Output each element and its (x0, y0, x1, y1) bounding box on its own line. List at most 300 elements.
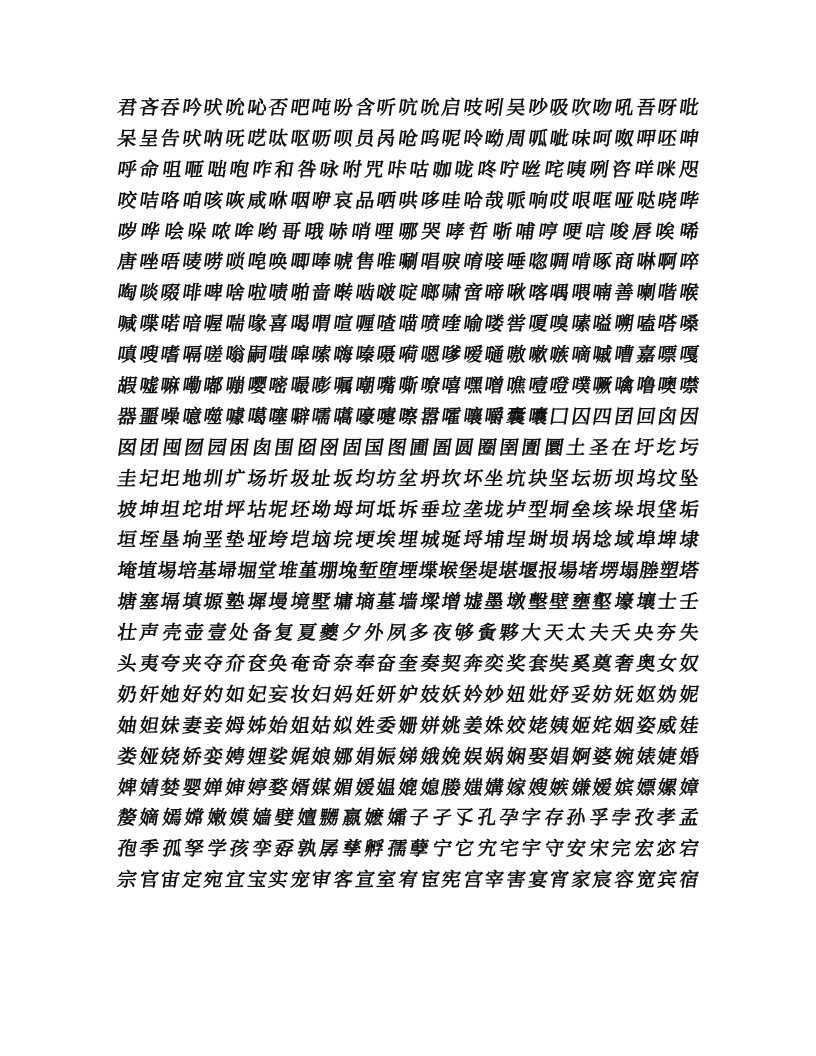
character-glyph: 嬷 (363, 807, 386, 830)
character-glyph: 好 (180, 683, 203, 706)
character-glyph: 坠 (677, 467, 701, 490)
character-glyph: 坐 (483, 467, 506, 490)
character-glyph: 娑 (267, 745, 290, 768)
character-glyph: 吡 (677, 96, 701, 119)
character-glyph: 宋 (587, 838, 611, 861)
character-glyph: 埝 (591, 529, 614, 552)
character-glyph: 嘿 (461, 374, 484, 397)
character-glyph: 吼 (613, 96, 636, 119)
character-glyph: 哆 (418, 189, 441, 212)
character-glyph: 妇 (310, 683, 333, 706)
character-glyph: 呖 (310, 127, 333, 150)
character-glyph: 埸 (156, 560, 179, 583)
character-glyph: 唼 (483, 251, 506, 274)
character-glyph: 埔 (483, 529, 506, 552)
character-glyph: 妩 (613, 683, 636, 706)
character-glyph: 嗓 (677, 313, 701, 336)
character-glyph: 啭 (332, 282, 355, 305)
character-glyph: 壑 (591, 591, 614, 614)
character-glyph: 噍 (505, 374, 528, 397)
character-glyph: 吱 (461, 96, 484, 119)
character-glyph: 埙 (548, 529, 571, 552)
character-glyph: 哲 (467, 220, 490, 243)
character-glyph: 坫 (245, 498, 268, 521)
character-glyph: 孬 (273, 838, 296, 861)
character-glyph: 坏 (461, 467, 484, 490)
character-glyph: 吵 (526, 96, 549, 119)
character-glyph: 呼 (116, 158, 139, 181)
character-glyph: 咋 (250, 158, 273, 181)
character-glyph: 售 (353, 251, 376, 274)
character-glyph: 咐 (340, 158, 363, 181)
character-glyph: 咳 (202, 189, 225, 212)
character-glyph: 嗑 (634, 313, 657, 336)
character-glyph: 喔 (202, 313, 225, 336)
character-glyph: 堞 (416, 560, 440, 583)
character-glyph: 啐 (677, 251, 701, 274)
character-glyph: 唱 (418, 251, 441, 274)
character-glyph: 妫 (656, 683, 679, 706)
character-glyph: 孝 (655, 807, 678, 830)
character-glyph: 孢 (116, 838, 139, 861)
character-glyph: 团 (138, 436, 161, 459)
character-glyph: 圭 (116, 467, 139, 490)
character-glyph: 咪 (655, 158, 678, 181)
character-glyph: 基 (196, 560, 219, 583)
character-glyph: 妞 (505, 683, 528, 706)
character-glyph: 哟 (256, 220, 279, 243)
character-glyph: 嫡 (138, 807, 161, 830)
character-glyph: 場 (557, 560, 580, 583)
character-glyph: 喀 (526, 282, 549, 305)
character-glyph: 喇 (634, 282, 657, 305)
character-glyph: 咻 (267, 189, 290, 212)
character-glyph: 孩 (228, 838, 251, 861)
character-glyph: 娜 (332, 745, 355, 768)
character-row (117, 217, 699, 248)
character-glyph: 孳 (340, 838, 363, 861)
character-glyph: 君 (116, 96, 139, 119)
character-glyph: 嗉 (569, 313, 592, 336)
character-glyph: 嗄 (526, 313, 549, 336)
character-glyph: 含 (353, 96, 376, 119)
character-glyph: 呈 (137, 127, 160, 150)
character-glyph: 吸 (548, 96, 571, 119)
character-glyph: 姣 (505, 714, 528, 737)
character-glyph: 婕 (656, 745, 679, 768)
character-glyph: 噬 (202, 405, 225, 428)
character-glyph: 垃 (440, 498, 463, 521)
character-glyph: 型 (526, 498, 549, 521)
character-glyph: 宙 (159, 869, 182, 892)
character-glyph: 娠 (375, 745, 398, 768)
character-row (117, 618, 699, 649)
character-glyph: 大 (520, 622, 543, 645)
character-glyph: 啄 (591, 251, 614, 274)
character-glyph: 嗨 (332, 344, 355, 367)
character-glyph: 埏 (440, 529, 463, 552)
character-glyph: 垸 (332, 529, 355, 552)
character-glyph: 孕 (498, 807, 521, 830)
character-glyph: 嚆 (332, 405, 355, 428)
character-glyph: 太 (565, 622, 588, 645)
character-glyph: 喷 (418, 313, 441, 336)
character-glyph: 哼 (537, 220, 560, 243)
character-glyph: 墒 (353, 591, 376, 614)
character-glyph: 妾 (202, 714, 225, 737)
character-glyph: 囊 (505, 405, 528, 428)
character-glyph: 啖 (137, 282, 160, 305)
character-glyph: 喧 (332, 313, 355, 336)
character-glyph: 呙 (375, 127, 398, 150)
character-glyph: 唤 (267, 251, 290, 274)
character-glyph: 咔 (385, 158, 408, 181)
character-glyph: 嚼 (483, 405, 506, 428)
character-glyph: 吻 (591, 96, 614, 119)
character-glyph: 唏 (677, 220, 700, 243)
character-glyph: 堪 (497, 560, 520, 583)
character-glyph: 吹 (569, 96, 592, 119)
character-glyph: 孚 (587, 807, 611, 830)
character-glyph: 守 (542, 838, 566, 861)
character-row (117, 711, 699, 742)
character-glyph: 奏 (418, 652, 441, 675)
character-glyph: 咫 (677, 158, 700, 181)
character-glyph: 媚 (332, 776, 355, 799)
character-glyph: 咤 (542, 158, 566, 181)
character-glyph: 宣 (353, 869, 376, 892)
character-glyph: 场 (245, 467, 268, 490)
character-glyph: 契 (440, 652, 463, 675)
character-glyph: 埠 (634, 529, 657, 552)
character-glyph: 哀 (332, 189, 355, 212)
character-glyph: 噘 (591, 374, 614, 397)
character-glyph: 喏 (159, 313, 182, 336)
character-glyph: 器 (116, 405, 139, 428)
character-glyph: 噪 (159, 405, 182, 428)
character-glyph: 夥 (498, 622, 521, 645)
character-glyph: 夔 (318, 622, 341, 645)
character-glyph: 嬴 (340, 807, 363, 830)
character-glyph: 堀 (236, 560, 259, 583)
character-glyph: 唁 (584, 220, 607, 243)
character-glyph: 响 (526, 189, 549, 212)
character-glyph: 圯 (159, 467, 182, 490)
character-glyph: 呤 (461, 127, 484, 150)
character-glyph: 城 (418, 529, 441, 552)
character-glyph: 呆 (116, 127, 139, 150)
character-glyph: 嘶 (396, 374, 420, 397)
character-glyph: 奈 (332, 652, 355, 675)
character-glyph: 圆 (453, 436, 476, 459)
character-glyph: 呷 (634, 127, 657, 150)
character-glyph: 复 (273, 622, 296, 645)
character-glyph: 嘛 (159, 374, 182, 397)
character-glyph: 啊 (656, 251, 679, 274)
character-row (117, 556, 699, 587)
character-glyph: 奘 (548, 652, 571, 675)
character-glyph: 垠 (634, 498, 657, 521)
character-glyph: 呒 (224, 127, 247, 150)
character-glyph: 壶 (183, 622, 206, 645)
character-glyph: 妆 (288, 683, 312, 706)
character-glyph: 客 (332, 869, 355, 892)
character-glyph: 妲 (137, 714, 160, 737)
character-glyph: 壕 (613, 591, 636, 614)
character-glyph: 喜 (267, 313, 290, 336)
character-glyph: 孪 (250, 838, 273, 861)
character-glyph: 啜 (159, 282, 182, 305)
character-glyph: 嫂 (526, 776, 549, 799)
character-glyph: 哝 (209, 220, 232, 243)
character-glyph: 夫 (587, 622, 611, 645)
character-glyph: 域 (613, 529, 636, 552)
character-glyph: 嬲 (318, 807, 341, 830)
character-glyph: 垛 (613, 498, 636, 521)
character-glyph: 喃 (591, 282, 614, 305)
character-glyph: 唾 (505, 251, 528, 274)
character-glyph: 哞 (233, 220, 256, 243)
character-glyph: 咆 (228, 158, 251, 181)
character-glyph: 垴 (310, 529, 333, 552)
character-glyph: 声 (138, 622, 161, 645)
character-glyph: 媲 (396, 776, 420, 799)
character-glyph: 在 (610, 436, 633, 459)
character-glyph: 啾 (505, 282, 528, 305)
character-glyph: 婪 (159, 776, 182, 799)
character-glyph: 媪 (375, 776, 398, 799)
character-glyph: 噤 (677, 374, 701, 397)
character-glyph: 奠 (591, 652, 614, 675)
character-glyph: 垄 (461, 498, 484, 521)
character-glyph: 姬 (569, 714, 592, 737)
character-glyph: 妁 (202, 683, 225, 706)
character-glyph: 哒 (634, 189, 657, 212)
character-glyph: 嗽 (526, 344, 549, 367)
character-glyph: 哥 (279, 220, 303, 243)
character-glyph: 娓 (288, 745, 312, 768)
character-glyph: 宏 (632, 838, 655, 861)
character-glyph: 奉 (353, 652, 376, 675)
character-glyph: 喱 (353, 313, 376, 336)
character-glyph: 咨 (610, 158, 633, 181)
character-glyph: 外 (363, 622, 386, 645)
character-glyph: 嗍 (613, 313, 636, 336)
character-glyph: 唿 (526, 251, 549, 274)
character-glyph: 哈 (461, 189, 484, 212)
character-glyph: 呢 (440, 127, 463, 150)
character-glyph: 否 (267, 96, 290, 119)
character-glyph: 宥 (396, 869, 420, 892)
character-row (117, 803, 699, 834)
character-glyph: 啡 (180, 282, 203, 305)
character-glyph: 嘞 (180, 374, 203, 397)
character-glyph: 国 (363, 436, 386, 459)
character-glyph: 咬 (116, 189, 139, 212)
character-glyph: 圳 (202, 467, 225, 490)
character-glyph: 它 (453, 838, 476, 861)
character-glyph: 啬 (310, 282, 333, 305)
character-glyph: 奇 (310, 652, 333, 675)
character-glyph: 媳 (418, 776, 441, 799)
character-glyph: 囤 (160, 436, 184, 459)
character-glyph: 哎 (548, 189, 571, 212)
character-glyph: 宓 (655, 838, 678, 861)
character-glyph: 孤 (160, 838, 184, 861)
character-glyph: 囔 (526, 405, 549, 428)
character-glyph: 哕 (116, 220, 139, 243)
character-glyph: 实 (267, 869, 290, 892)
character-glyph: 喾 (505, 313, 528, 336)
character-glyph: 喳 (375, 313, 398, 336)
character-glyph: 奕 (483, 652, 506, 675)
character-glyph: 啁 (548, 251, 571, 274)
character-glyph: 夜 (430, 622, 453, 645)
character-glyph: 唯 (375, 251, 398, 274)
character-glyph: 墟 (461, 591, 484, 614)
character-glyph: 哔 (677, 189, 701, 212)
character-glyph: 宵 (548, 869, 571, 892)
character-glyph: 坻 (375, 498, 398, 521)
character-glyph: 吾 (634, 96, 657, 119)
character-glyph: 哂 (375, 189, 398, 212)
character-glyph: 坜 (591, 467, 614, 490)
character-glyph: 姜 (461, 714, 484, 737)
character-glyph: 咙 (453, 158, 476, 181)
character-glyph: 呔 (267, 127, 290, 150)
character-glyph: 土 (565, 436, 588, 459)
character-glyph: 安 (565, 838, 588, 861)
character-glyph: 圃 (408, 436, 431, 459)
character-glyph: 套 (526, 652, 549, 675)
character-glyph: 壳 (160, 622, 184, 645)
character-glyph: 妮 (677, 683, 701, 706)
character-glyph: 噗 (569, 374, 592, 397)
character-glyph: 唛 (180, 251, 203, 274)
character-glyph: 妗 (461, 683, 484, 706)
character-glyph: 呸 (656, 127, 679, 150)
character-glyph: 唣 (245, 251, 268, 274)
character-glyph: 夸 (159, 652, 182, 675)
character-glyph: 坍 (418, 467, 441, 490)
character-glyph: 塄 (597, 560, 620, 583)
character-glyph: 壬 (677, 591, 701, 614)
character-glyph: 头 (116, 652, 139, 675)
character-glyph: 埂 (353, 529, 376, 552)
character-glyph: 姚 (440, 714, 463, 737)
character-glyph: 妊 (353, 683, 376, 706)
character-glyph: 埚 (569, 529, 592, 552)
character-glyph: 噜 (634, 374, 657, 397)
character-glyph: 嘀 (569, 344, 592, 367)
character-glyph: 墀 (245, 591, 268, 614)
character-glyph: 哚 (186, 220, 209, 243)
character-glyph: 夕 (340, 622, 363, 645)
character-glyph: 妃 (245, 683, 268, 706)
character-glyph: 咿 (310, 189, 333, 212)
character-glyph: 呕 (288, 127, 312, 150)
character-glyph: 嗦 (310, 344, 333, 367)
character-glyph: 嚅 (310, 405, 333, 428)
character-glyph: 坎 (440, 467, 463, 490)
character-glyph: 孵 (363, 838, 386, 861)
character-glyph: 报 (537, 560, 560, 583)
character-glyph: 奁 (245, 652, 268, 675)
character-glyph: 夏 (295, 622, 318, 645)
character-glyph: 奚 (569, 652, 592, 675)
character-glyph: 哮 (443, 220, 466, 243)
character-glyph: 墉 (332, 591, 355, 614)
character-glyph: 呜 (418, 127, 441, 150)
character-glyph: 妻 (180, 714, 203, 737)
character-glyph: 嗪 (353, 344, 376, 367)
character-glyph: 埃 (375, 529, 398, 552)
character-glyph: 姨 (548, 714, 571, 737)
character-glyph: 嚎 (353, 405, 376, 428)
character-glyph: 妪 (634, 683, 657, 706)
character-glyph: 堆 (276, 560, 299, 583)
character-glyph: 圬 (677, 436, 700, 459)
character-glyph: 媵 (440, 776, 463, 799)
character-glyph: 夼 (224, 652, 247, 675)
character-glyph: 嗖 (137, 344, 160, 367)
character-glyph: 埴 (136, 560, 159, 583)
character-glyph: 媾 (483, 776, 506, 799)
character-glyph: 哏 (569, 189, 592, 212)
character-glyph: 噫 (180, 405, 203, 428)
character-glyph: 壤 (634, 591, 657, 614)
character-glyph: 咛 (498, 158, 521, 181)
character-glyph: 妖 (440, 683, 463, 706)
character-glyph: 圮 (137, 467, 160, 490)
character-glyph: 啷 (418, 282, 441, 305)
character-glyph: 嘬 (288, 374, 312, 397)
character-glyph: 女 (656, 652, 679, 675)
character-glyph: 嗡 (224, 344, 247, 367)
character-glyph: 坑 (505, 467, 528, 490)
character-glyph: 嘉 (634, 344, 657, 367)
character-glyph: 娟 (353, 745, 376, 768)
character-glyph: 娅 (137, 745, 160, 768)
character-glyph: 婢 (116, 776, 139, 799)
character-glyph: 咏 (318, 158, 341, 181)
character-glyph: 宇 (520, 838, 543, 861)
character-glyph: 固 (340, 436, 363, 459)
character-glyph: 孑 (430, 807, 453, 830)
character-glyph: 奴 (677, 652, 701, 675)
character-row (117, 495, 699, 526)
character-glyph: 哉 (483, 189, 506, 212)
character-glyph: 啕 (116, 282, 139, 305)
character-glyph: 圉 (498, 436, 521, 459)
character-glyph: 囟 (656, 405, 679, 428)
character-glyph: 坼 (396, 498, 420, 521)
character-glyph: 嚯 (440, 405, 463, 428)
character-glyph: 嫔 (613, 776, 636, 799)
character-glyph: 哨 (350, 220, 373, 243)
character-glyph: 宕 (677, 838, 700, 861)
character-glyph: 哭 (420, 220, 443, 243)
character-glyph: 姆 (224, 714, 247, 737)
character-glyph: 呐 (202, 127, 225, 150)
character-glyph: 宽 (634, 869, 657, 892)
character-row (117, 433, 699, 464)
character-glyph: 塍 (637, 560, 660, 583)
character-glyph: 墅 (310, 591, 333, 614)
character-glyph: 奂 (267, 652, 290, 675)
character-glyph: 喉 (677, 282, 701, 305)
character-row (117, 278, 699, 309)
